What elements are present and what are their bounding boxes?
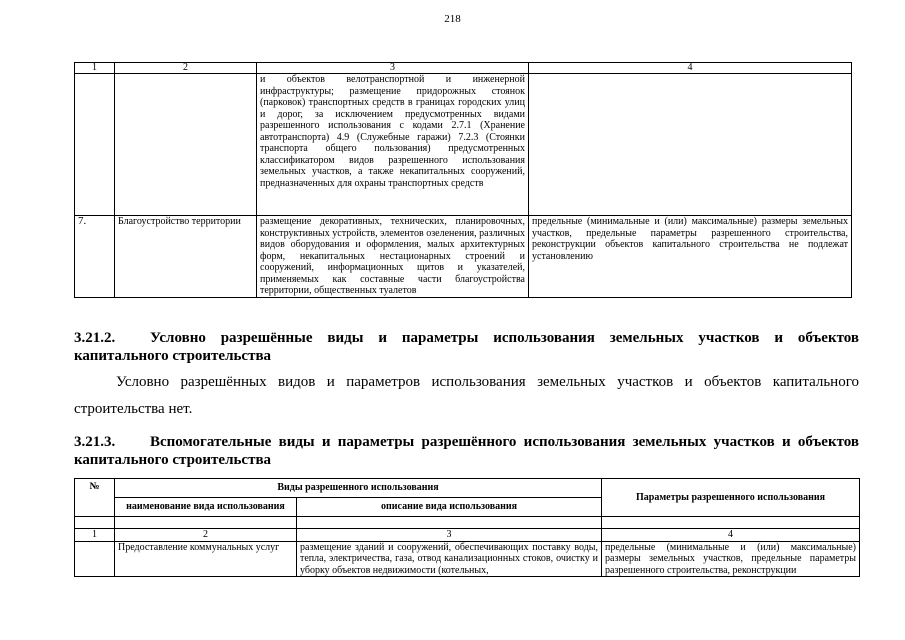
column-number-4: 4 [602, 529, 860, 542]
column-number-3: 3 [257, 63, 529, 74]
use-name-cell: Благоустройство территории [115, 216, 257, 298]
paragraph-line1: Условно разрешённых видов и параметров использования земельных участков и объектов капитального [116, 374, 859, 390]
column-number-4: 4 [529, 63, 852, 74]
section-title-line1: Условно разрешённые виды и параметры использования земельных участков и объектов [150, 330, 859, 346]
use-description-cell: размещение декоративных, технических, планировочных, конструктивных устройств, элементов озеленения, различных видов оборудования и оформления, малых архитектурных форм, некапитальных нестационарных строений и сооружений, информационных щитов и указателей, применяемых как составные части благоустройства территории, общественных туалетов [257, 216, 529, 298]
column-number-1: 1 [75, 63, 115, 74]
table-header-row [75, 63, 852, 74]
use-name-cell [115, 74, 257, 216]
section-heading-3-21-2 [74, 329, 859, 365]
table-header-row [75, 479, 860, 498]
column-number-row [75, 529, 860, 542]
column-number-3: 3 [297, 529, 602, 542]
row-number-cell: 7. [75, 216, 115, 298]
paragraph-line2: строительства нет. [74, 401, 193, 417]
use-parameters-cell: предельные (минимальные и (или) максимальные) размеры земельных участков, предельные параметры разрешенного строительства, реконструкции объектов капитального строительства не подлежат установлению [529, 216, 852, 298]
section-number: 3.21.3. [74, 434, 116, 450]
row-number-cell [75, 74, 115, 216]
header-params-cell: Параметры разрешенного использования [602, 479, 860, 517]
use-description-cell: размещение зданий и сооружений, обеспечивающих поставку воды, тепла, электричества, газа, отвод канализационных стоков, очистку и уборку объектов недвижимости (котельных, [297, 541, 602, 577]
spacer-row [75, 517, 860, 529]
row-number-cell [75, 541, 115, 577]
section-title-line1: Вспомогательные виды и параметры разрешённого использования земельных участков и объектов [150, 434, 859, 450]
use-description-cell: и объектов велотранспортной и инженерной инфраструктуры; размещение придорожных стоянок (парковок) транспортных средств в границах городских улиц и дорог, за исключением предусмотренных видами разрешенного использования с кодами 2.7.1 (Хранение автотранспорта) 4.9 (Служебные гаражи) 7.2.3 (Стоянки транспорта общего пользования) предусмотренных классификатором видов разрешенного использования земельных участков, а также некапитальных сооружений, предназначенных для охраны транспортных средств [257, 74, 529, 216]
header-number-cell: № [75, 479, 115, 517]
page-number: 218 [444, 13, 461, 25]
column-number-2: 2 [115, 529, 297, 542]
table-row [75, 74, 852, 216]
section-title-line2: капитального строительства [74, 452, 272, 468]
section-heading-3-21-3 [74, 433, 859, 469]
use-parameters-cell: предельные (минимальные и (или) максимальные) размеры земельных участков, предельные параметры разрешенного строительства, реконструкции [602, 541, 860, 577]
column-number-2: 2 [115, 63, 257, 74]
column-number-1: 1 [75, 529, 115, 542]
section-number: 3.21.2. [74, 330, 116, 346]
use-parameters-cell [529, 74, 852, 216]
header-name-cell: наименование вида использования [115, 498, 297, 517]
auxiliary-use-table [74, 478, 860, 577]
permitted-use-table-continued [74, 62, 852, 298]
table-row [75, 541, 860, 577]
section-title-line2: капитального строительства [74, 348, 272, 364]
use-name-cell: Предоставление коммунальных услуг [115, 541, 297, 577]
header-types-cell: Виды разрешенного использования [115, 479, 602, 498]
header-desc-cell: описание вида использования [297, 498, 602, 517]
table-row [75, 216, 852, 298]
